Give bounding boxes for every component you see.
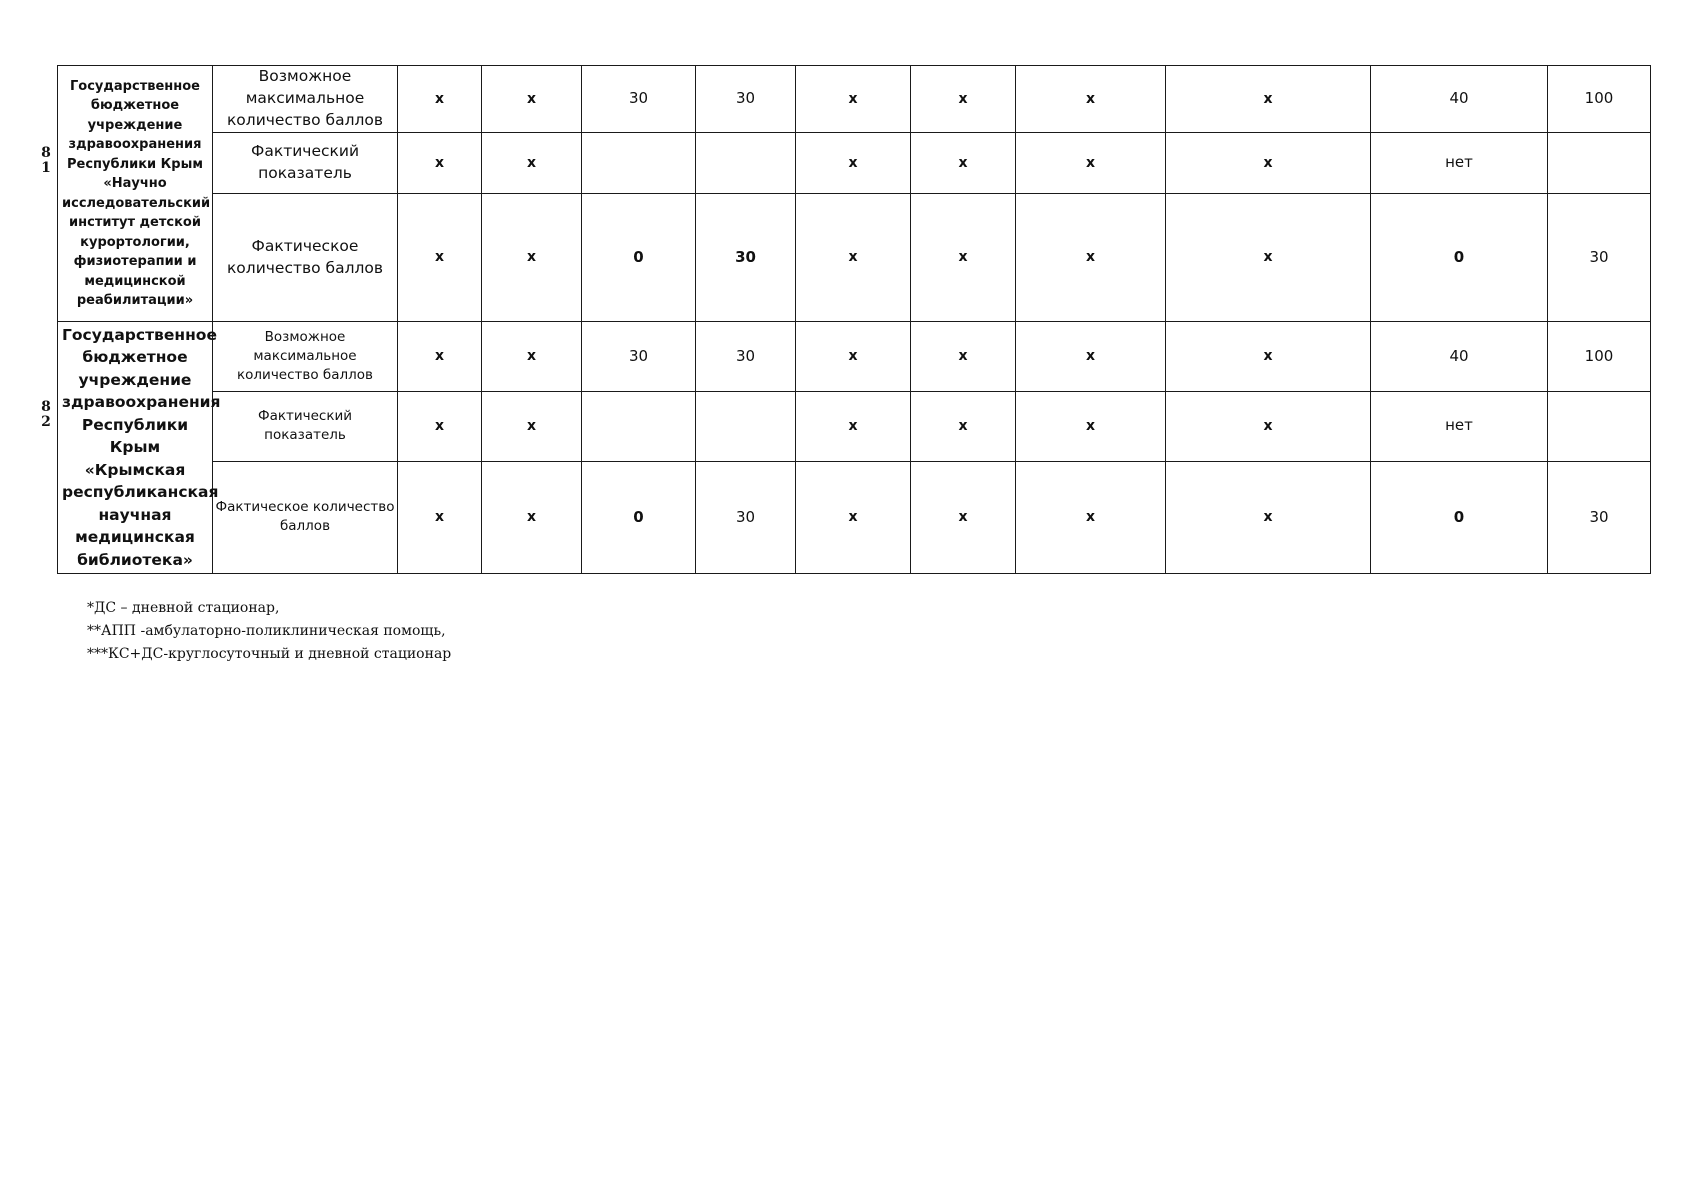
table-cell: х [1016, 322, 1166, 392]
table-cell: х [796, 391, 911, 461]
footnote-app: **АПП -амбулаторно-поликлиническая помощь, [87, 623, 446, 639]
table-row [58, 66, 1651, 133]
table-cell: 30 [696, 322, 796, 392]
table-cell: х [1166, 133, 1371, 194]
table-cell: х [398, 461, 482, 574]
table-cell: 100 [1548, 66, 1651, 133]
table-cell: х [796, 461, 911, 574]
organization-cell [41, 322, 221, 574]
table-cell: 0 [582, 461, 696, 574]
table-cell: нет [1371, 133, 1548, 194]
table-cell: х [911, 461, 1016, 574]
row-number: 8 2 [41, 399, 51, 431]
table-cell: 0 [1371, 461, 1548, 574]
table-cell: х [1016, 133, 1166, 194]
table-cell: нет [1371, 391, 1548, 461]
table-cell: х [1166, 322, 1371, 392]
table-cell: х [796, 194, 911, 322]
organization-cell [41, 66, 213, 322]
table-cell: 30 [696, 194, 796, 322]
table-cell: х [911, 66, 1016, 133]
footnote-ds: *ДС – дневной стационар, [87, 600, 280, 616]
row-label: Возможное максимальное количество баллов [213, 66, 398, 133]
table-cell: х [482, 391, 582, 461]
table-cell: х [482, 461, 582, 574]
table-cell: х [911, 194, 1016, 322]
table-row [58, 391, 1651, 461]
row-label: Фактический показатель [213, 133, 398, 194]
table-cell: х [1016, 391, 1166, 461]
table-cell: х [911, 133, 1016, 194]
table-cell: х [1016, 66, 1166, 133]
table-cell: 100 [1548, 322, 1651, 392]
table-cell: 40 [1371, 322, 1548, 392]
row-number: 8 1 [41, 145, 51, 177]
table-row [58, 133, 1651, 194]
row-label: Фактическое количество баллов [213, 194, 398, 322]
table-cell: х [482, 66, 582, 133]
table-cell: х [1166, 461, 1371, 574]
table-row [58, 322, 1651, 392]
scores-table [41, 65, 1651, 574]
table-cell: х [911, 391, 1016, 461]
table-cell [696, 391, 796, 461]
table-cell: 40 [1371, 66, 1548, 133]
table-cell: х [796, 322, 911, 392]
organization-name: Государственное бюджетное учреждение здравоохранения Республики Крым «Научно исследовательский институт детской курортологии, физиотерапии и медицинской реабилитации» [62, 78, 211, 308]
table-cell: 0 [582, 194, 696, 322]
table-cell: х [482, 133, 582, 194]
row-label: Фактическое количество баллов [213, 461, 398, 574]
table-cell: х [796, 133, 911, 194]
table-cell: 30 [696, 461, 796, 574]
table-cell: х [398, 322, 482, 392]
table-cell: 0 [1371, 194, 1548, 322]
table-cell: 30 [582, 66, 696, 133]
table-cell: х [1016, 461, 1166, 574]
table-cell: х [796, 66, 911, 133]
table-cell: х [398, 194, 482, 322]
table-cell [582, 133, 696, 194]
table-cell: х [398, 391, 482, 461]
row-label: Фактический показатель [213, 391, 398, 461]
table-cell: 30 [582, 322, 696, 392]
table-cell: 30 [696, 66, 796, 133]
table-cell: х [1166, 194, 1371, 322]
table-row [58, 461, 1651, 574]
organization-name: Государственное бюджетное учреждение здравоохранения Республики Крым «Крымская республиканская научная медицинская библиотека» [62, 326, 221, 569]
table-cell [1548, 133, 1651, 194]
table-cell: х [911, 322, 1016, 392]
row-label: Возможное максимальное количество баллов [213, 322, 398, 392]
footnote-ks-ds: ***КС+ДС-круглосуточный и дневной стационар [87, 646, 452, 662]
table-cell: 30 [1548, 461, 1651, 574]
footnotes [87, 597, 451, 666]
table-cell: 30 [1548, 194, 1651, 322]
table-row [58, 194, 1651, 322]
table-cell [1548, 391, 1651, 461]
table-cell: х [482, 194, 582, 322]
table-cell: х [482, 322, 582, 392]
table-cell: х [398, 133, 482, 194]
table-cell [696, 133, 796, 194]
table-cell: х [1166, 391, 1371, 461]
table-cell [582, 391, 696, 461]
table-cell: х [398, 66, 482, 133]
table-cell: х [1166, 66, 1371, 133]
table-cell: х [1016, 194, 1166, 322]
